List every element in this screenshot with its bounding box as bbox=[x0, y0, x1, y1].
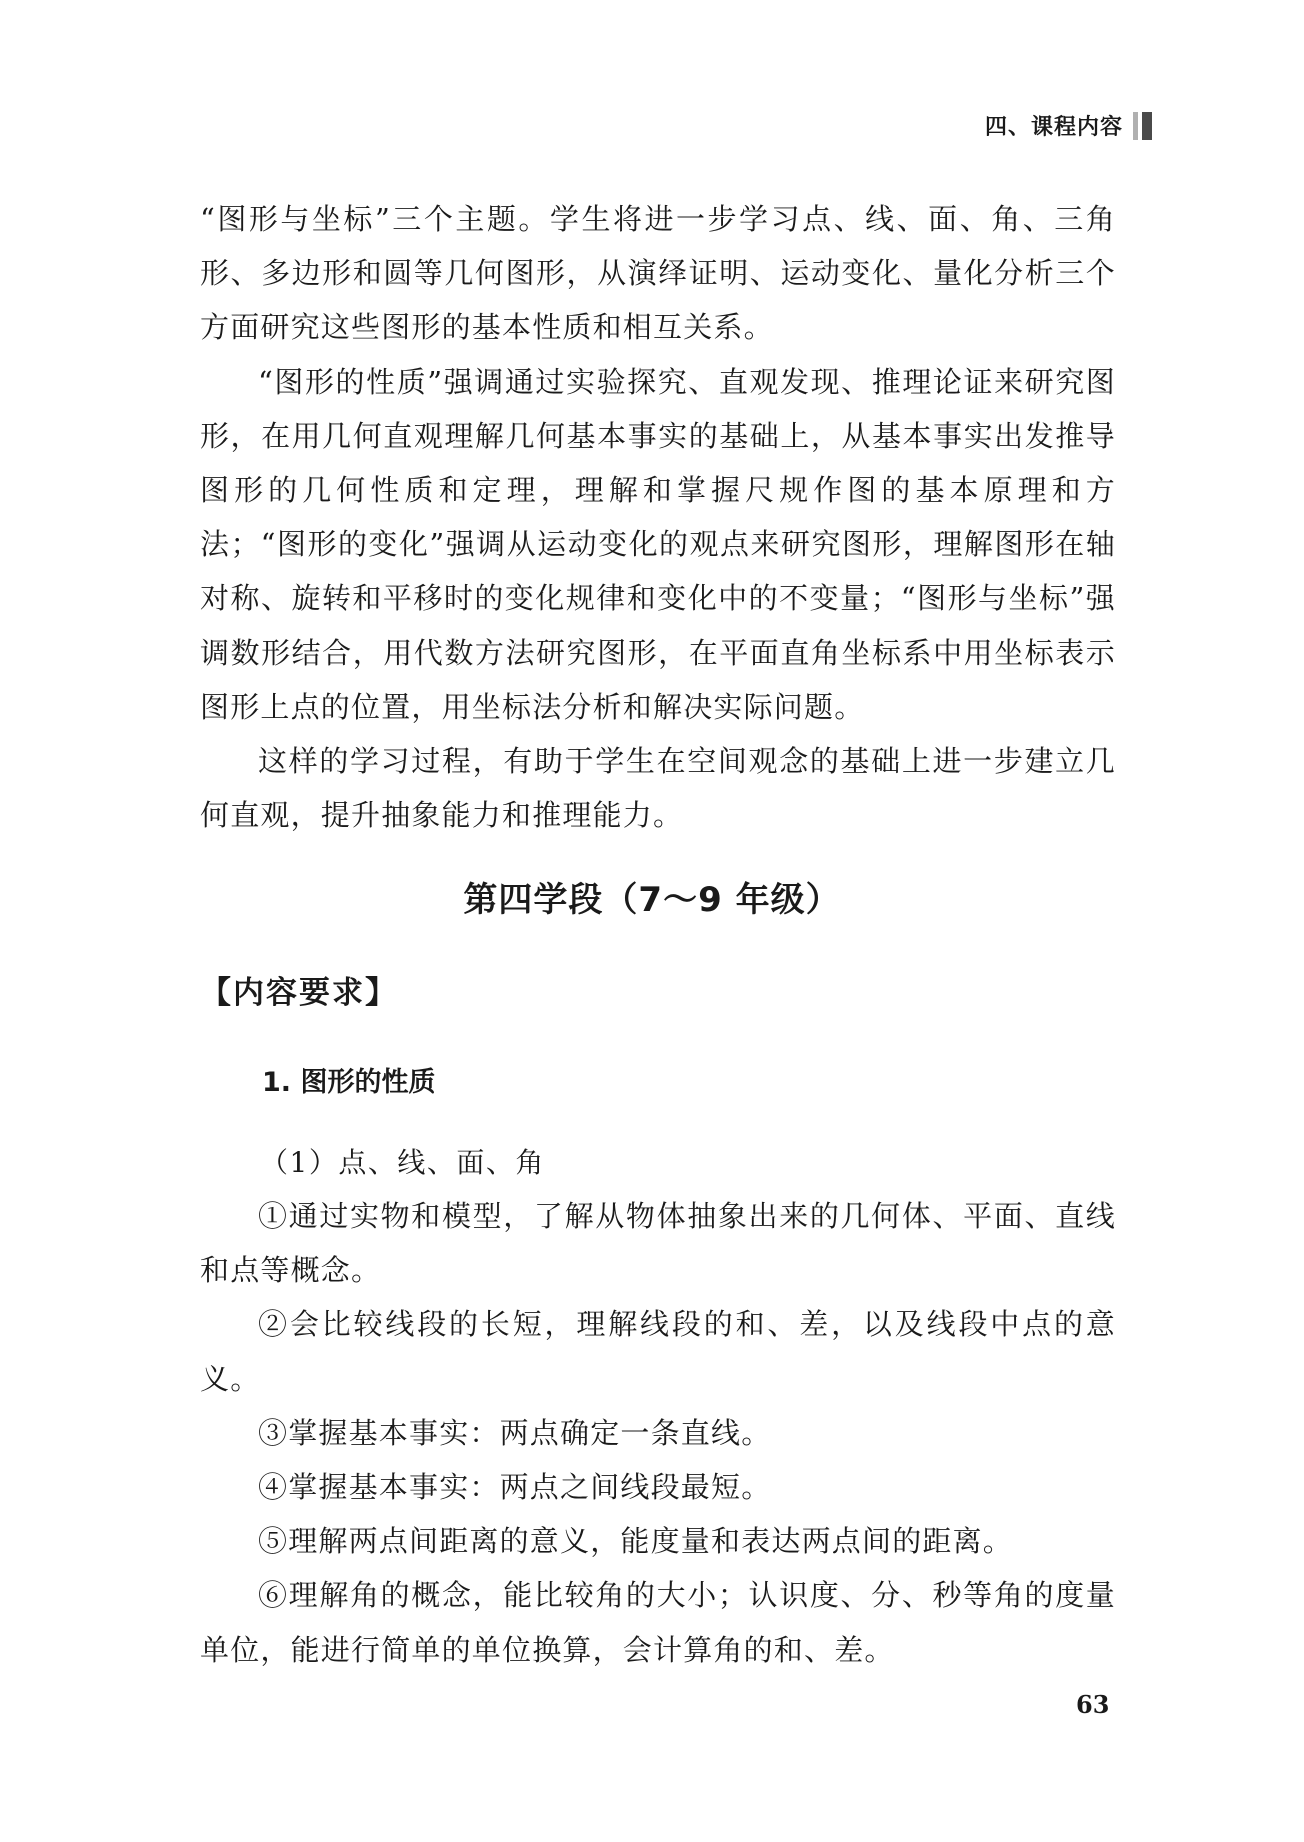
list-item: ③掌握基本事实：两点确定一条直线。 bbox=[258, 1415, 772, 1450]
intro-text bbox=[200, 192, 1116, 842]
running-header bbox=[985, 110, 1152, 141]
header-bar-icon bbox=[1133, 112, 1152, 140]
paragraph: 这样的学习过程，有助于学生在空间观念的基础上进一步建立几何直观，提升抽象能力和推理能力。 bbox=[200, 744, 1116, 833]
page-number: 63 bbox=[1076, 1690, 1110, 1719]
paragraph: “图形与坐标”三个主题。学生将进一步学习点、线、面、角、三角形、多边形和圆等几何图形，从演绎证明、运动变化、量化分析三个方面研究这些图形的基本性质和相互关系。 bbox=[200, 202, 1116, 345]
list-item: ④掌握基本事实：两点之间线段最短。 bbox=[258, 1470, 772, 1505]
section-title: 第四学段（7～9 年级） bbox=[463, 880, 841, 920]
chapter-title: 四、课程内容 bbox=[984, 115, 1123, 140]
heading-points-lines: （1）点、线、面、角 bbox=[260, 1146, 545, 1179]
heading-figure-properties: 1. 图形的性质 bbox=[262, 1067, 436, 1098]
list-item: ⑥理解角的概念，能比较角的大小；认识度、分、秒等角的度量单位，能进行简单的单位换算，会计算角的和、差。 bbox=[200, 1578, 1116, 1667]
requirement-list bbox=[200, 1189, 1116, 1677]
subsection-title: 【内容要求】 bbox=[200, 975, 398, 1011]
list-item: ②会比较线段的长短，理解线段的和、差，以及线段中点的意义。 bbox=[200, 1307, 1116, 1396]
list-item: ⑤理解两点间距离的意义，能度量和表达两点间的距离。 bbox=[258, 1524, 1014, 1559]
paragraph: “图形的性质”强调通过实验探究、直观发现、推理论证来研究图形，在用几何直观理解几何基本事实的基础上，从基本事实出发推导图形的几何性质和定理，理解和掌握尺规作图的基本原理和方法；“图形的变化”强调从运动变化的观点来研究图形，理解图形在轴对称、旋转和平移时的变化规律和变化中的不变量；“图形与坐标”强调数形结合，用代数方法研究图形，在平面直角坐标系中用坐标表示图形上点的位置，用坐标法分析和解决实际问题。 bbox=[200, 364, 1116, 724]
list-item: ①通过实物和模型，了解从物体抽象出来的几何体、平面、直线和点等概念。 bbox=[200, 1199, 1116, 1288]
